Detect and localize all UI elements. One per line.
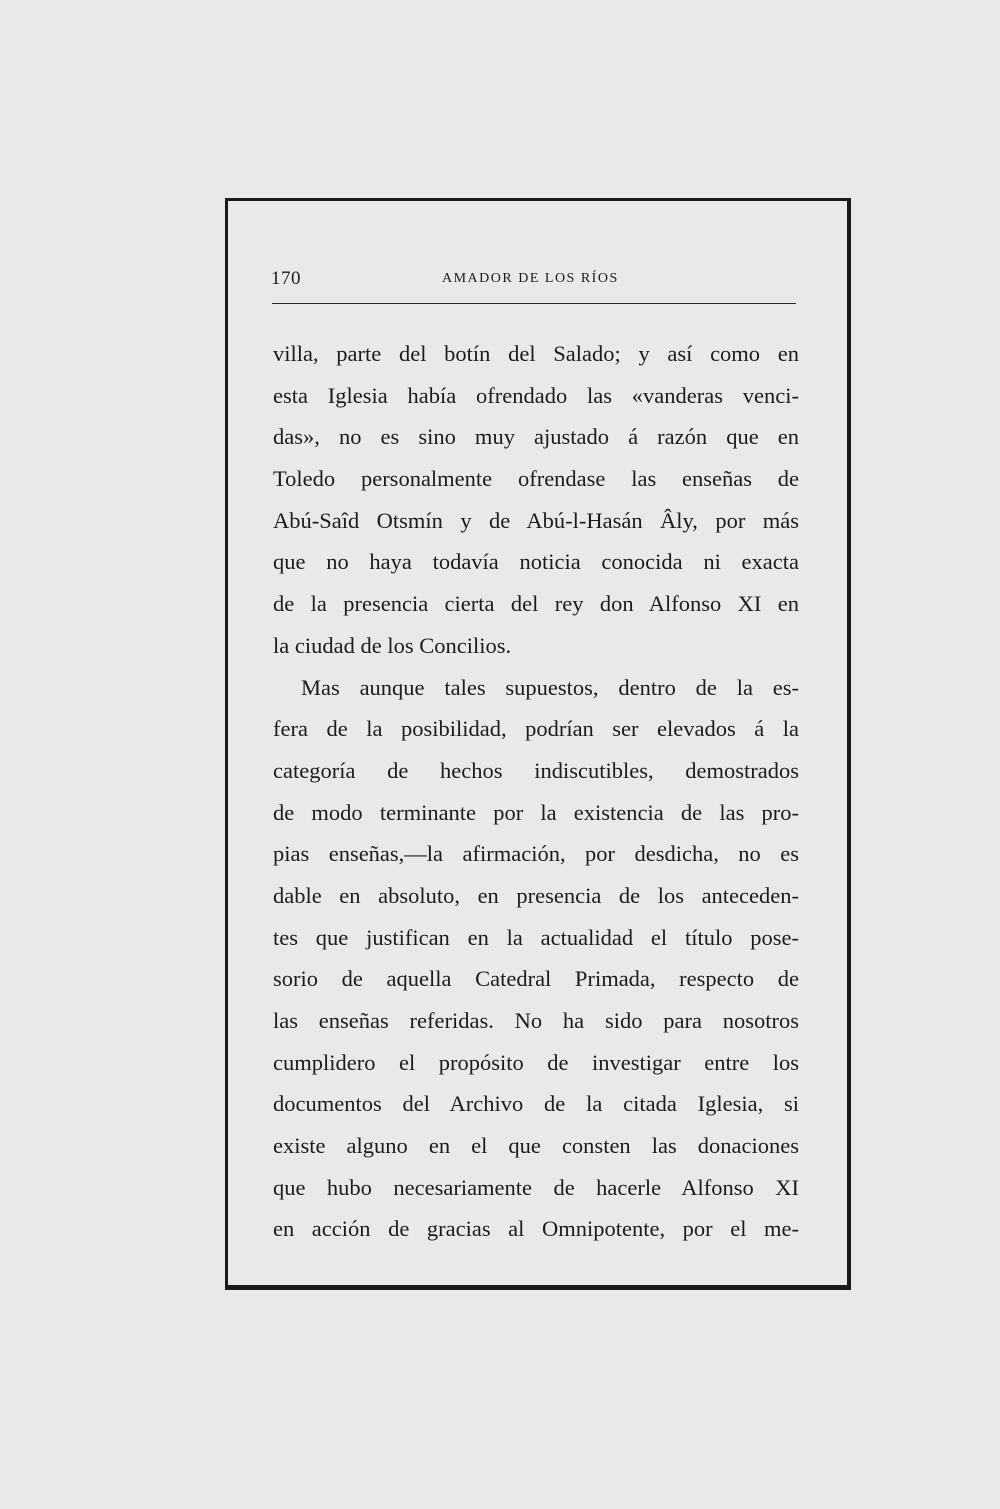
text-line: que hubo necesariamente de hacerle Alfonso XI [273, 1174, 799, 1200]
text-line: las enseñas referidas. No ha sido para nosotros [273, 1008, 799, 1033]
text-line: de modo terminante por la existencia de las pro- [273, 799, 799, 825]
running-head [268, 268, 798, 298]
text-line: en acción de gracias al Omnipotente, por el me- [273, 1216, 799, 1242]
text-line: sorio de aquella Catedral Primada, respecto de [273, 966, 799, 992]
text-line: existe alguno en el que consten las donaciones [273, 1133, 799, 1159]
header-rule [272, 303, 796, 304]
text-line: fera de la posibilidad, podrían ser elevados á la [273, 716, 799, 742]
text-line: de la presencia cierta del rey don Alfonso XI en [273, 591, 799, 617]
text-line: esta Iglesia había ofrendado las «vanderas venci- [273, 382, 799, 408]
text-line: documentos del Archivo de la citada Iglesia, si [273, 1091, 799, 1117]
text-line: cumplidero el propósito de investigar entre los [273, 1049, 799, 1075]
text-line: villa, parte del botín del Salado; y así como en [273, 341, 799, 366]
paragraph-start-line: Mas aunque tales supuestos, dentro de la es- [301, 674, 799, 700]
text-line: Abú-Saîd Otsmín y de Abú-l-Hasán Âly, por más [273, 507, 799, 533]
text-line: Toledo personalmente ofrendase las enseñas de [273, 466, 799, 492]
text-line: tes que justifican en la actualidad el título pose- [273, 924, 799, 950]
text-line: pias enseñas,—la afirmación, por desdicha, no es [273, 841, 799, 867]
text-line: dable en absoluto, en presencia de los anteceden- [273, 882, 799, 908]
page-number: 170 [271, 268, 301, 289]
text-line: que no haya todavía noticia conocida ni exacta [273, 549, 799, 575]
text-line: categoría de hechos indiscutibles, demostrados [273, 757, 799, 783]
text-line: la ciudad de los Concilios. [273, 632, 512, 658]
body-text [273, 333, 799, 1250]
running-title: AMADOR DE LOS RÍOS [442, 271, 619, 286]
text-line: das», no es sino muy ajustado á razón que en [273, 424, 799, 450]
